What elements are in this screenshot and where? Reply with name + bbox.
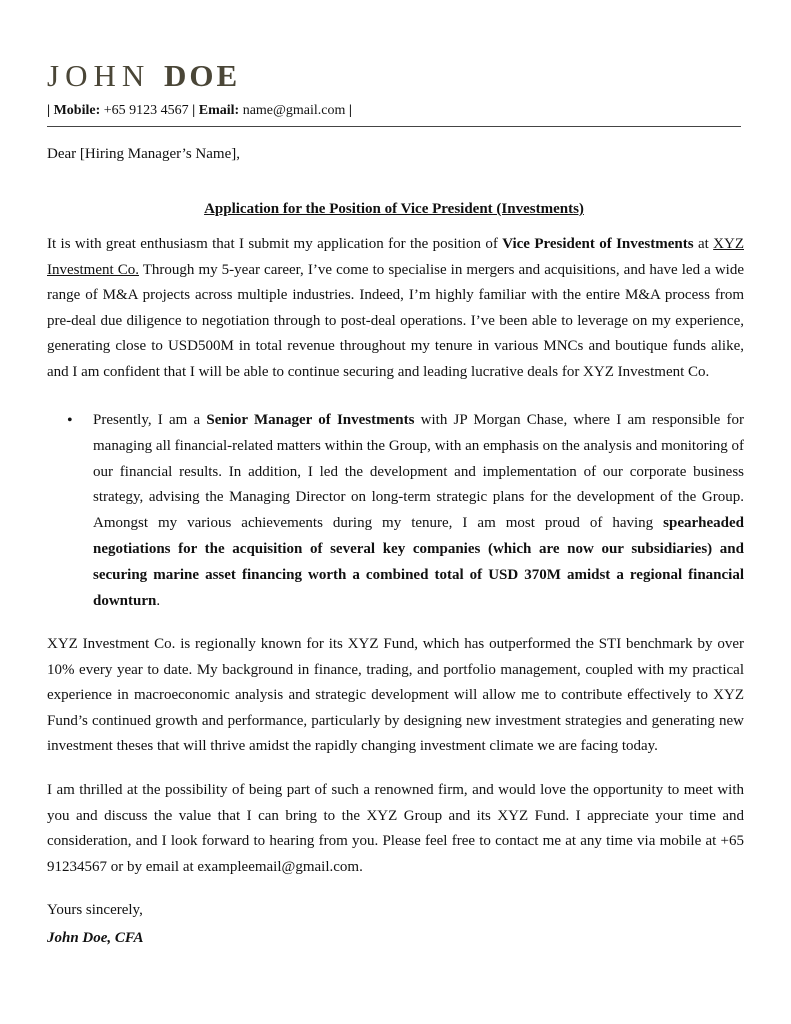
intro-paragraph <box>47 232 744 386</box>
target-company: XYZ Investment Co. <box>47 236 744 278</box>
current-employer: JP Morgan Chase <box>453 412 564 428</box>
email-label: Email: <box>198 103 240 118</box>
bullet-text: Presently, I am a <box>93 412 207 428</box>
bullet-text: . <box>156 592 161 609</box>
company-paragraph: XYZ Investment Co. is regionally known for its XYZ Fund, which has outperformed the STI benchmark by over 10% every year to date. My background in finance, trading, and portfolio management, coupled with my practical experience in macroeconomic analysis and strategic development will allow me to contribute effectively to XYZ Fund’s continued growth and performance, particularly by designing new investment strategies and generating new investment theses that will thrive amidst the rapidly changing investment climate we are facing today. <box>47 636 744 755</box>
header-divider <box>47 126 741 127</box>
experience-text <box>93 408 744 614</box>
mobile-value: +65 9123 4567 <box>100 103 193 118</box>
contact-separator: | <box>47 103 54 118</box>
intro-text: It is with great enthusiasm that I submit my application for the position of <box>47 236 503 252</box>
letter-subject: Application for the Position of Vice President (Investments) <box>204 201 584 217</box>
salutation: Dear [Hiring Manager’s Name], <box>47 146 240 162</box>
signature-name: John Doe, CFA <box>47 930 144 946</box>
intro-text: Through my 5-year career, I’ve come to specialise in mergers and acquisitions, and have led a wide range of M&A projects across multiple industries. Indeed, I’m highly familiar with the entire M&A process from pre-deal due diligence to negotiation through to post-deal operations. I’ve been able to leverage on my experience, generating close to USD500M in total revenue throughout my tenure in various MNCs and boutique funds alike, and I am confident that I will be able to continue securing and leading lucrative deals for XYZ Investment Co. <box>47 261 744 380</box>
key-achievement: spearheaded negotiations for the acquisition of several key companies (which are now our subsidiaries) and securing marine asset financing worth a combined total of USD 370M amidst a regional financial downturn <box>93 515 744 609</box>
applicant-name <box>47 60 240 91</box>
bullet-text: with <box>414 412 454 428</box>
last-name: DOE <box>163 58 241 93</box>
bullet-icon: • <box>67 412 73 429</box>
intro-text: at <box>693 236 714 252</box>
contact-separator: | <box>192 103 199 118</box>
bullet-text: , where I am responsible for managing all financial-related matters within the Group, with an emphasis on the analysis and monitoring of our financial results. In addition, I led the development and implementation of our corporate business strategy, advising the Managing Director on long-term strategic plans for the development of the Group. Amongst my various achievements during my tenure, I am most proud of having <box>93 412 744 532</box>
contact-line <box>47 103 352 119</box>
valediction: Yours sincerely, <box>47 902 143 918</box>
first-name: JOHN <box>47 58 151 93</box>
mobile-label: Mobile: <box>53 103 101 118</box>
email-value: name@gmail.com <box>239 103 349 118</box>
closing-paragraph: I am thrilled at the possibility of being part of such a renowned firm, and would love the opportunity to meet with you and discuss the value that I can bring to the XYZ Group and its XYZ Fund. I appreciate your time and consideration, and I look forward to hearing from you. Please feel free to contact me at any time via mobile at +65 91234567 or by email at exampleemail@gmail.com. <box>47 782 744 875</box>
current-role: Senior Manager of Investments <box>206 412 415 428</box>
target-position: Vice President of Investments <box>502 236 694 252</box>
contact-separator: | <box>348 103 352 118</box>
